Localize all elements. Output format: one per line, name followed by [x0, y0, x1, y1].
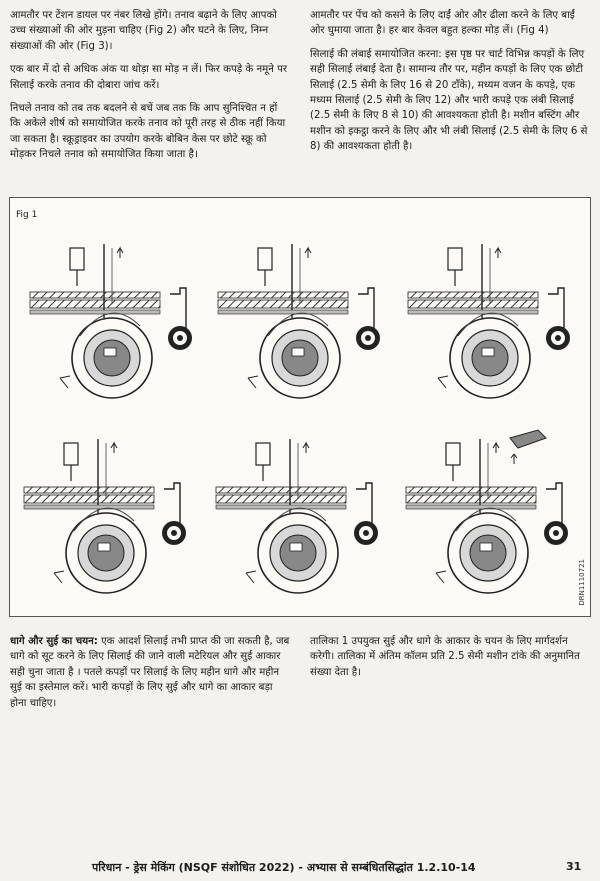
paragraph	[10, 634, 290, 711]
paragraph: तालिका 1 उपयुक्त सुई और धागे के आकार के चयन के लिए मार्गदर्शन करेगी। तालिका में अंतिम कॉलम प्रति 2.5 सेमी मशीन टांके की अनुमानित संख्या देता है।	[310, 636, 580, 678]
paragraph: आमतौर पर पेंच को कसने के लिए दाईं ओर और ढीला करने के लिए बाईं ओर घुमाया जाता है। हर बार केवल बहुत हल्का मोड़ लें। (Fig 4)	[310, 10, 575, 37]
section-heading: धागे और सुई का चयन:	[10, 636, 98, 647]
right-column-bottom	[310, 634, 592, 688]
figure-code: DRN1110721	[578, 559, 586, 606]
paragraph: निचले तनाव को तब तक बदलने से बचें जब तक कि आप सुनिश्चित न हों कि अकेले शीर्ष को समायोजित करके तनाव को पूरी तरह से ठीक नहीं किया जा सकता है। स्क्रूड्राइवर का उपयोग करके बोबिन केस पर छोटे स्क्रू को मोड़कर निचले तनाव को समायोजित किया जाता है।	[10, 103, 286, 161]
paragraph: आमतौर पर टेंशन डायल पर नंबर लिखे होंगे। तनाव बढ़ाने के लिए आपको उच्च संख्याओं की ओर मुड़ना चाहिए (Fig 2) और घटने के लिए, निम्न संख्याओं की ओर (Fig 3)।	[10, 10, 277, 52]
paragraph: सिलाई की लंबाई समायोजित करना: इस पृष्ठ पर चार्ट विभिन्न कपड़ों के लिए सही सिलाई लंबाई देता है। सामान्य तौर पर, महीन कपड़ों के लिए एक छोटी सिलाई (2.5 सेमी के लिए 16 से 20 टाँके), मध्यम वजन के कपड़े, एक मध्यम सिलाई (2.5 सेमी के लिए 12) और भारी कपड़े एक लंबी सिलाई (2.5 सेमी के लिए 8 से 10) की आवश्यकता होती है। मशीन बस्टिंग और मशीन को इकट्ठा करने के लिए और भी लंबी सिलाई (2.5 सेमी के लिए 6 से 8) की आवश्यकता होती है।	[310, 48, 588, 153]
figure-stitch-formation	[9, 197, 591, 617]
figure-label: Fig 1	[16, 210, 38, 220]
left-column-bottom	[10, 634, 290, 719]
footer-text: परिधान - ड्रेस मेकिंग (NSQF संशोधित 2022) - अभ्यास से सम्बंधितसिद्धांत 1.2.10-14	[92, 861, 476, 874]
right-column-top	[310, 8, 592, 163]
stitch-diagram	[10, 198, 590, 616]
page-footer	[0, 858, 600, 878]
paragraph: एक बार में दो से अधिक अंक या थोड़ा सा मोड़ न लें। फिर कपड़े के नमूने पर सिलाई करके तनाव की दोबारा जांच करें।	[10, 64, 288, 91]
section-body: एक आदर्श सिलाई तभी प्राप्त की जा सकती है, जब धागे को सूट करने के लिए सिलाई की जाने वाली मटेरियल और सुई आकार सही चुना जाता है । पतले कपड़ों पर सिलाई के लिए महीन धागे और महीन सुई का इस्तेमाल करें। भारी कपड़ों के लिए सुई और धागे का आकार बड़ा होना चाहिए।	[10, 636, 290, 709]
page-number: 31	[566, 860, 582, 873]
left-column-top	[10, 8, 290, 171]
